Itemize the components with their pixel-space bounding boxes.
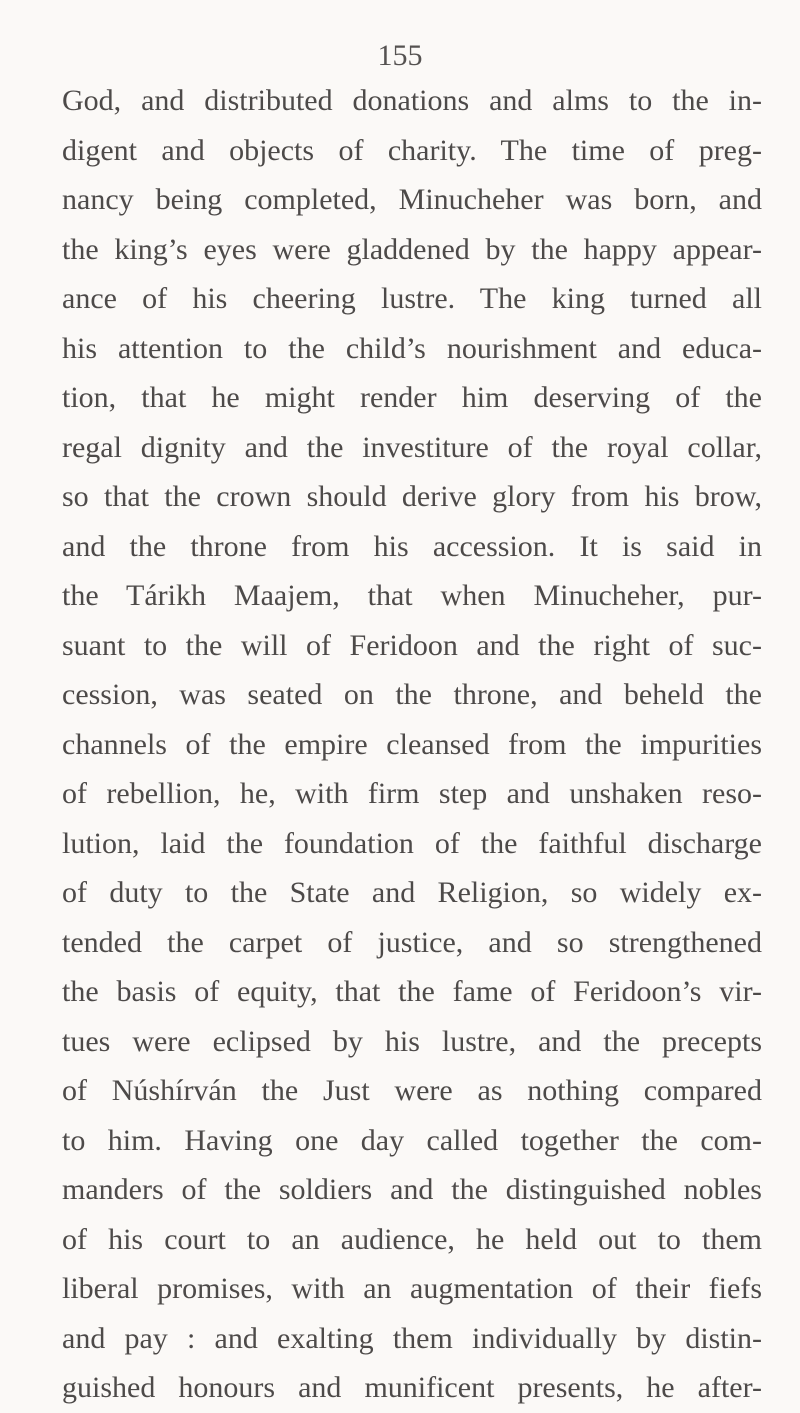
- text-line: and pay : and exalting them individually by distin-: [62, 1321, 762, 1355]
- text-line: and the throne from his accession. It is said in: [62, 529, 762, 563]
- text-line: of Núshírván the Just were as nothing compared: [62, 1074, 762, 1107]
- text-line: manders of the soldiers and the distinguished nobles: [62, 1173, 762, 1206]
- text-line: the king’s eyes were gladdened by the happy appear-: [62, 232, 762, 266]
- text-line: his attention to the child’s nourishment and educa-: [62, 331, 762, 365]
- text-line: the Tárikh Maajem, that when Minucheher, pur-: [62, 579, 762, 612]
- text-line: the basis of equity, that the fame of Feridoon’s vir-: [62, 975, 762, 1008]
- text-line: to him. Having one day called together the com-: [62, 1123, 762, 1157]
- text-line: nancy being completed, Minucheher was born, and: [62, 183, 762, 216]
- page-number: 155: [377, 39, 423, 72]
- text-line: tues were eclipsed by his lustre, and the precepts: [62, 1024, 762, 1058]
- text-line: channels of the empire cleansed from the impurities: [62, 727, 762, 761]
- text-line: regal dignity and the investiture of the royal collar,: [62, 430, 762, 464]
- text-line: digent and objects of charity. The time of preg-: [62, 133, 762, 167]
- text-line: cession, was seated on the throne, and beheld the: [62, 678, 762, 711]
- text-line: suant to the will of Feridoon and the right of suc-: [62, 628, 762, 662]
- text-line: guished honours and munificent presents, he after-: [62, 1371, 762, 1404]
- text-line: lution, laid the foundation of the faithful discharge: [62, 826, 762, 860]
- text-line: of duty to the State and Religion, so widely ex-: [62, 876, 762, 909]
- body-text: [62, 76, 762, 1413]
- text-line: ance of his cheering lustre. The king turned all: [62, 282, 762, 315]
- text-line: of rebellion, he, with firm step and unshaken reso-: [62, 777, 762, 810]
- text-line: liberal promises, with an augmentation of their fiefs: [62, 1272, 762, 1305]
- text-line: tion, that he might render him deserving of the: [62, 381, 762, 414]
- text-line: so that the crown should derive glory from his brow,: [62, 480, 762, 513]
- text-line: of his court to an audience, he held out to them: [62, 1222, 762, 1256]
- text-line: tended the carpet of justice, and so strengthened: [62, 925, 762, 959]
- text-line: God, and distributed donations and alms to the in-: [62, 84, 762, 117]
